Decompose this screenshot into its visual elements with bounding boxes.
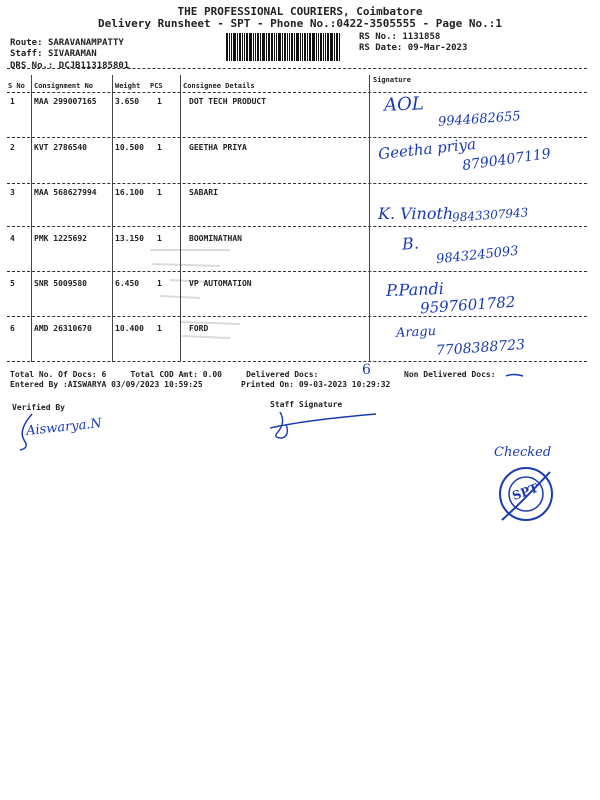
printed-on-value: 09-03-2023 10:29:32 <box>298 380 391 389</box>
barcode-bar <box>268 33 270 61</box>
barcode-bar <box>296 33 299 61</box>
cell-pcs: 1 <box>157 234 162 243</box>
route-label: Route: <box>10 38 43 48</box>
barcode-bar <box>239 33 241 61</box>
staff-signature-mark <box>266 408 386 444</box>
delivered-label: Delivered Docs: <box>246 370 319 379</box>
entered-line <box>10 380 203 389</box>
totals-line <box>10 370 318 379</box>
barcode-bar <box>253 33 254 61</box>
barcode-bar <box>304 33 306 61</box>
barcode-bar <box>339 33 340 61</box>
cell-consignment: KVT 2786540 <box>34 143 87 152</box>
column-divider <box>112 75 113 362</box>
cell-consignment: PMK 1225692 <box>34 234 87 243</box>
cell-sno: 6 <box>10 324 15 333</box>
barcode-bar <box>289 33 290 61</box>
barcode-bar <box>276 33 277 61</box>
total-docs-value: 6 <box>101 370 107 379</box>
col-consignee: Consignee Details <box>183 82 255 90</box>
entered-by-value: AISWARYA 03/09/2023 10:59:25 <box>67 380 203 389</box>
barcode-bar <box>260 33 261 61</box>
barcode-bar <box>323 33 324 61</box>
rs-date-label: RS Date: <box>359 43 403 53</box>
col-sno: S No <box>8 82 25 90</box>
signature-phone: 9944682655 <box>437 109 522 130</box>
cell-consignee: FORD <box>189 324 209 333</box>
barcode-bar <box>282 33 283 61</box>
barcode-bar <box>237 33 238 61</box>
signature-phone: 8790407119 <box>461 145 552 175</box>
barcode-bar <box>287 33 288 61</box>
rule-row <box>7 271 587 272</box>
entered-by-label: Entered By : <box>10 380 68 389</box>
barcode-bar <box>255 33 256 61</box>
barcode-bar <box>294 33 295 61</box>
col-weight: Weight <box>115 82 141 90</box>
barcode-bar <box>266 33 267 61</box>
stamp-note: Checked <box>494 445 552 460</box>
cell-sno: 4 <box>10 234 15 243</box>
signature-phone: 9597601782 <box>419 292 516 318</box>
barcode-bar <box>226 33 228 61</box>
cell-consignee: SABARI <box>189 188 218 197</box>
barcode-bar <box>242 33 243 61</box>
cell-consignment: AMD 26310670 <box>34 324 92 333</box>
barcode-bar <box>334 33 335 61</box>
signature-phone: 7708388723 <box>435 336 526 360</box>
column-divider <box>369 75 370 362</box>
drs-label: DRS No.: <box>10 61 54 71</box>
signature-name: AOL <box>383 93 425 116</box>
bleed-through-marks <box>140 240 260 350</box>
staff-line <box>10 49 97 60</box>
rule-row <box>7 226 587 227</box>
barcode-bar <box>249 33 252 61</box>
barcode-bar <box>316 33 317 61</box>
route-value: SARAVANAMPATTY <box>47 38 124 48</box>
barcode-bar <box>271 33 273 61</box>
rule-row <box>7 183 587 184</box>
staff-value: SIVARAMAN <box>47 49 97 59</box>
barcode-bar <box>244 33 245 61</box>
barcode-bar <box>325 33 326 61</box>
barcode-bar <box>320 33 322 61</box>
barcode-bar <box>309 33 311 61</box>
rs-no-value: 1131858 <box>402 32 441 42</box>
cell-weight: 10.400 <box>115 324 144 333</box>
cell-consignee: GEETHA PRIYA <box>189 143 247 152</box>
cell-consignee: BOOMINATHAN <box>189 234 242 243</box>
cell-consignee: DOT TECH PRODUCT <box>189 97 267 106</box>
cell-sno: 1 <box>10 97 15 106</box>
cell-pcs: 1 <box>157 188 162 197</box>
rule-bottom <box>7 361 587 362</box>
barcode <box>226 33 356 61</box>
barcode-bar <box>274 33 275 61</box>
rule-row <box>7 316 587 317</box>
rs-date-line <box>359 43 467 54</box>
barcode-bar <box>302 33 303 61</box>
cell-consignment: SNR 5009580 <box>34 279 87 288</box>
col-consignment: Consignment No <box>34 82 94 90</box>
cell-weight: 13.150 <box>115 234 144 243</box>
barcode-bar <box>307 33 308 61</box>
barcode-bar <box>229 33 230 61</box>
col-pcs: PCS <box>150 82 163 90</box>
barcode-bar <box>231 33 232 61</box>
signature-name: Geetha priya <box>377 134 477 164</box>
barcode-bar <box>262 33 265 61</box>
drs-value: DCJB113185801 <box>58 61 130 71</box>
signature-name: K. Vinoth <box>378 204 454 223</box>
rule-row <box>7 137 587 138</box>
cell-consignment: MAA 299007165 <box>34 97 97 106</box>
col-signature: Signature <box>373 76 411 84</box>
barcode-bar <box>291 33 293 61</box>
staff-signature-label: Staff Signature <box>270 400 343 409</box>
cell-pcs: 1 <box>157 279 162 288</box>
signature-phone: 9843307943 <box>451 205 529 225</box>
delivered-value: 6 <box>362 362 371 378</box>
cell-weight: 10.500 <box>115 143 144 152</box>
total-cod-value: 0.00 <box>202 370 222 379</box>
signature-name: B. <box>401 233 420 254</box>
staff-label: Staff: <box>10 49 43 59</box>
rs-date-value: 09-Mar-2023 <box>407 43 468 53</box>
route-line <box>10 38 124 49</box>
barcode-bar <box>233 33 236 61</box>
total-docs-label: Total No. Of Docs: <box>10 370 97 379</box>
barcode-bar <box>330 33 333 61</box>
cell-sno: 2 <box>10 143 15 152</box>
cell-sno: 5 <box>10 279 15 288</box>
total-cod-label: Total COD Amt: <box>130 370 198 379</box>
verified-by-label: Verified By <box>12 403 65 412</box>
barcode-bar <box>246 33 248 61</box>
rule-top <box>7 68 587 69</box>
drs-line <box>10 61 129 72</box>
signature-name: P.Pandi <box>385 278 445 301</box>
barcode-bar <box>336 33 338 61</box>
signature-name: Aragu <box>395 323 437 342</box>
barcode-bar <box>318 33 319 61</box>
printed-on-label: Printed On: <box>241 380 294 389</box>
rs-no-line <box>359 32 440 43</box>
verified-signature: Aiswarya.N <box>25 416 103 439</box>
cell-weight: 6.450 <box>115 279 140 288</box>
cell-weight: 16.100 <box>115 188 144 197</box>
cell-pcs: 1 <box>157 324 162 333</box>
barcode-bar <box>257 33 259 61</box>
barcode-bar <box>312 33 315 61</box>
barcode-bar <box>300 33 301 61</box>
barcode-bar <box>284 33 286 61</box>
runsheet-title: Delivery Runsheet - SPT - Phone No.:0422-3505555 - Page No.:1 <box>98 17 502 30</box>
rs-no-label: RS No.: <box>359 32 397 42</box>
company-title: THE PROFESSIONAL COURIERS, Coimbatore <box>177 5 423 18</box>
cell-sno: 3 <box>10 188 15 197</box>
column-divider <box>31 75 32 362</box>
verified-signature-flourish <box>14 412 44 452</box>
stamp-letters: SPT <box>510 480 541 504</box>
barcode-bar <box>278 33 281 61</box>
cell-weight: 3.650 <box>115 97 140 106</box>
cell-pcs: 1 <box>157 143 162 152</box>
signature-phone: 9843245093 <box>435 243 520 268</box>
cell-consignee: VP AUTOMATION <box>189 279 252 288</box>
cell-pcs: 1 <box>157 97 162 106</box>
cell-consignment: MAA 568627994 <box>34 188 97 197</box>
rule-header <box>7 92 587 93</box>
barcode-bar <box>327 33 329 61</box>
non-delivered-dash <box>505 372 525 380</box>
non-delivered-label: Non Delivered Docs: <box>404 370 496 379</box>
printed-line <box>241 380 390 389</box>
